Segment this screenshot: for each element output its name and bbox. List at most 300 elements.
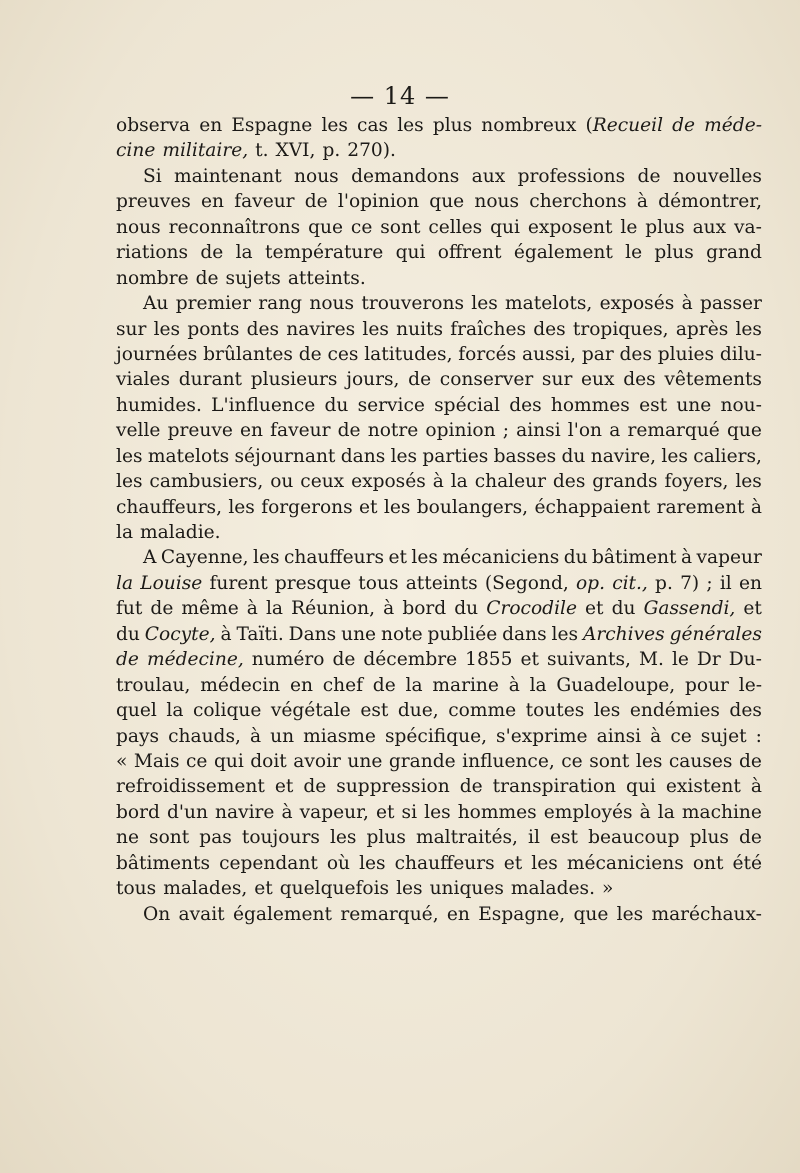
word: est (360, 700, 389, 722)
word: Archives (582, 623, 665, 645)
word: dans (502, 623, 547, 645)
word: caliers, (693, 445, 762, 467)
word: que (308, 216, 343, 238)
word: Espagne, (478, 903, 566, 925)
word: tous (358, 572, 399, 594)
word: malades. (510, 878, 595, 900)
word: Dans (288, 623, 337, 645)
word: l'opinion (337, 191, 420, 213)
word: exposés (599, 293, 675, 315)
word: cit., (612, 572, 648, 594)
word: maréchaux- (651, 903, 762, 925)
word: les (397, 115, 424, 136)
word: XVI, (275, 140, 316, 162)
word: à (508, 674, 520, 696)
word: bâtiment (592, 547, 677, 569)
word: à (246, 598, 258, 620)
word: vapeur, (299, 801, 369, 823)
word: » (602, 878, 614, 900)
word: ce (670, 725, 692, 747)
word: s'exprime (496, 725, 588, 747)
text-line (116, 240, 762, 265)
word: pas (199, 827, 232, 849)
word: (Segond, (484, 572, 569, 594)
word: à (636, 191, 648, 213)
word: note (380, 623, 423, 645)
word: va- (734, 216, 762, 238)
word: une (347, 750, 383, 772)
word: a (609, 420, 621, 442)
text-line (116, 393, 762, 418)
word: faveur (270, 420, 331, 442)
word: sont (589, 750, 630, 772)
word: nombreux (481, 115, 577, 136)
word: des (552, 471, 586, 493)
word: les (116, 471, 143, 493)
word: qui (626, 776, 656, 798)
word: toutes (525, 700, 585, 722)
word: forgerons (261, 496, 353, 518)
word: 270). (347, 140, 396, 162)
word: à (681, 293, 693, 315)
word: de (739, 827, 762, 849)
text-line (116, 495, 762, 520)
word: du (561, 445, 586, 467)
word: chef (322, 674, 363, 696)
text-line (116, 545, 762, 570)
word: et (585, 598, 604, 620)
word: aux (692, 216, 727, 238)
word: qui (490, 216, 520, 238)
word: influence, (462, 750, 555, 772)
word: preuves (116, 191, 191, 213)
word: numéro (251, 649, 325, 671)
word: et (388, 547, 407, 569)
word: en (199, 115, 223, 136)
word: de (372, 674, 396, 696)
word: les (253, 547, 280, 569)
word: celles (428, 216, 483, 238)
word: 7) (680, 572, 700, 594)
body-text (116, 113, 762, 927)
word: où (326, 852, 351, 874)
word: bord (116, 801, 160, 823)
word: la (235, 242, 253, 264)
word: de (304, 191, 328, 213)
word: qui (395, 242, 426, 264)
word: troulau, (116, 674, 191, 696)
word: générales (669, 623, 762, 645)
word: militaire, (162, 140, 249, 162)
word: du (454, 598, 479, 620)
word: vêtements (664, 369, 762, 391)
text-line (116, 825, 762, 850)
word: un (270, 725, 295, 747)
word: de (200, 242, 224, 264)
word: à (650, 725, 662, 747)
word: remarqué, (340, 903, 439, 925)
word: (Recueil (585, 115, 664, 136)
word: velle (116, 420, 161, 442)
word: dans (340, 445, 386, 467)
word: les (321, 115, 348, 136)
word: sont (149, 827, 190, 849)
word: sur (541, 369, 573, 391)
word: que (573, 903, 609, 925)
word: en (738, 572, 762, 594)
word: mécaniciens (566, 852, 684, 874)
word: faveur (234, 191, 295, 213)
word: passer (699, 293, 762, 315)
word: et (274, 776, 294, 798)
word: en (240, 420, 263, 442)
word: chauds, (168, 725, 241, 747)
word: est (549, 827, 579, 849)
word: sujets (225, 267, 281, 289)
word: même (181, 598, 239, 620)
word: ; (706, 572, 713, 594)
word: mécaniciens (442, 547, 560, 569)
text-line (116, 113, 762, 138)
word: rang (258, 293, 303, 315)
word: trouverons (361, 293, 464, 315)
word: des (619, 343, 652, 365)
text-line (116, 902, 762, 927)
word: colique (192, 700, 262, 722)
word: transpiration (492, 776, 617, 798)
word: les (383, 496, 411, 518)
word: de (738, 750, 762, 772)
word: viales (116, 369, 171, 391)
word: miasme (303, 725, 376, 747)
word: en (289, 674, 313, 696)
word: que (429, 191, 465, 213)
word: publiée (427, 623, 498, 645)
word: Du- (728, 649, 762, 671)
word: plus (654, 242, 694, 264)
word: la (265, 598, 283, 620)
word: de (150, 598, 174, 620)
word: exposent (527, 216, 613, 238)
word: avait (178, 903, 225, 925)
word: observa (116, 115, 191, 136)
word: ainsi (596, 725, 642, 747)
word: des (729, 700, 762, 722)
word: beaucoup (588, 827, 680, 849)
word: L'influence (211, 394, 316, 416)
word: les (661, 445, 688, 467)
text-line (116, 851, 762, 876)
word: et (743, 598, 762, 620)
word: maladie. (140, 522, 221, 543)
word: M. (638, 649, 664, 671)
word: chauffeurs, (116, 496, 222, 518)
word: les (362, 318, 389, 340)
text-line (116, 291, 762, 316)
word: les (329, 827, 357, 849)
word: Mais (133, 750, 180, 772)
word: à (750, 496, 762, 518)
word: machine (681, 801, 762, 823)
word: les (616, 903, 644, 925)
word: p. (322, 140, 341, 162)
word: la (166, 700, 184, 722)
word: doit (250, 750, 287, 772)
word: nou- (720, 394, 762, 416)
word: comme (448, 700, 517, 722)
word: est (639, 394, 668, 416)
word: l'on (567, 420, 603, 442)
word: cherchons (529, 191, 627, 213)
word: marine (432, 674, 499, 696)
word: causes (668, 750, 733, 772)
word: ce (350, 216, 373, 238)
word: Si (143, 165, 162, 187)
word: de (303, 776, 327, 798)
word: matelots, (505, 293, 593, 315)
word: la (116, 522, 134, 543)
word: le (671, 649, 689, 671)
word: des (623, 369, 656, 391)
word: ceux (300, 471, 345, 493)
text-line (116, 800, 762, 825)
word: par (581, 343, 614, 365)
word: basses (493, 445, 557, 467)
word: les (593, 700, 621, 722)
text-line (116, 444, 762, 469)
word: cas (357, 115, 389, 136)
word: médecin (200, 674, 281, 696)
word: spécial (434, 394, 500, 416)
word: de (672, 115, 696, 136)
word: nous (474, 191, 520, 213)
word: atteints (405, 572, 478, 594)
word: preuve (167, 420, 233, 442)
word: les (424, 801, 451, 823)
word: de (337, 420, 361, 442)
word: Dr (696, 649, 721, 671)
word: à (432, 471, 444, 493)
word: la (405, 674, 423, 696)
word: il (528, 827, 540, 849)
word: une (676, 394, 712, 416)
word: à (249, 725, 262, 747)
word: des (246, 318, 280, 340)
word: p. (655, 572, 673, 594)
word: les (396, 878, 423, 900)
word: bord (402, 598, 447, 620)
word: dilu- (719, 343, 762, 365)
word: nous (309, 293, 355, 315)
word: exposés (351, 471, 426, 493)
word: la (529, 674, 547, 696)
word: que (726, 420, 762, 442)
word: Cocyte, (144, 623, 216, 645)
word: grands (592, 471, 658, 493)
word: et (359, 496, 378, 518)
word: d'un (166, 801, 208, 823)
word: échappaient (534, 496, 651, 518)
word: grand (706, 242, 762, 264)
word: Gassendi, (643, 598, 736, 620)
text-line (116, 317, 762, 342)
word: Espagne (231, 115, 313, 136)
word: ont (692, 852, 724, 874)
word: fraîches (450, 318, 526, 340)
word: sujet (700, 725, 747, 747)
word: à (383, 598, 395, 620)
word: de (195, 267, 219, 289)
word: quel (116, 700, 157, 722)
word: 1855 (465, 649, 513, 671)
word: été (732, 852, 762, 874)
word: avoir (293, 750, 341, 772)
word: A (143, 547, 157, 569)
word: aussi, (522, 343, 577, 365)
word: uniques (429, 878, 504, 900)
word: offrent (437, 242, 502, 264)
word: Réunion, (291, 598, 376, 620)
word: Taïti. (236, 623, 284, 645)
word: ou (270, 471, 294, 493)
text-line (116, 622, 762, 647)
word: ce (561, 750, 583, 772)
word: jours, (346, 369, 400, 391)
word: plus (689, 827, 729, 849)
word: nouvelles (672, 165, 762, 187)
word: suppression (336, 776, 450, 798)
word: de (637, 165, 661, 187)
text-line (116, 418, 762, 443)
word: existent (665, 776, 741, 798)
word: boulangers, (416, 496, 529, 518)
word: et (375, 801, 395, 823)
text-line (116, 189, 762, 214)
word: ponts (187, 318, 240, 340)
word: conserver (439, 369, 534, 391)
word: employés (543, 801, 633, 823)
word: et (520, 649, 539, 671)
word: les (228, 496, 255, 518)
text-line (116, 571, 762, 596)
text-line (116, 215, 762, 240)
word: hommes (550, 394, 630, 416)
word: op. (575, 572, 605, 594)
word: Louise (140, 572, 203, 594)
word: foyers, (664, 471, 729, 493)
word: de (116, 649, 139, 671)
word: furent (209, 572, 268, 594)
word: plus (366, 827, 406, 849)
word: ainsi (516, 420, 561, 442)
word: hommes (457, 801, 537, 823)
word: spécifique, (384, 725, 487, 747)
text-line (116, 724, 762, 749)
word: les (153, 318, 181, 340)
word: du (563, 547, 588, 569)
word: On (143, 903, 171, 925)
word: maltraités, (415, 827, 518, 849)
text-line (116, 469, 762, 494)
word: durant (178, 369, 243, 391)
word: qui (213, 750, 244, 772)
text-line (116, 367, 762, 392)
word: le (625, 242, 643, 264)
word: humides. (116, 394, 202, 416)
word: bâtiments (116, 852, 211, 874)
word: du (116, 623, 140, 645)
word: plus (432, 115, 473, 136)
word: de (408, 369, 432, 391)
word: t. (255, 140, 269, 162)
word: pays (116, 725, 160, 747)
word: refroidissement (116, 776, 265, 798)
word: Au (143, 293, 169, 315)
word: atteints. (287, 267, 366, 289)
word: forcés (458, 343, 517, 365)
word: sont (380, 216, 421, 238)
word: parties (422, 445, 489, 467)
word: chauffeurs (283, 547, 385, 569)
word: de (459, 776, 483, 798)
word: toujours (241, 827, 320, 849)
word: cine (116, 140, 156, 162)
word: Cayenne, (160, 547, 249, 569)
word: la (450, 471, 468, 493)
word: tropiques, (572, 318, 669, 340)
word: le- (738, 674, 762, 696)
word: brûlantes (203, 343, 293, 365)
word: grande (388, 750, 456, 772)
word: décembre (363, 649, 458, 671)
word: aux (471, 165, 506, 187)
word: après (675, 318, 729, 340)
word: vapeur (696, 547, 762, 569)
word: ces (327, 343, 359, 365)
word: service (357, 394, 425, 416)
text-line (116, 164, 762, 189)
word: les (635, 750, 663, 772)
word: remarqué (627, 420, 720, 442)
word: les (411, 547, 438, 569)
word: en (446, 903, 470, 925)
word: Crocodile (486, 598, 577, 620)
text-line (116, 749, 762, 774)
word: notre (367, 420, 419, 442)
word: il (719, 572, 732, 594)
word: eux (581, 369, 615, 391)
word: plusieurs (250, 369, 338, 391)
word: et (503, 852, 523, 874)
text-line (116, 138, 762, 163)
text-line (116, 774, 762, 799)
text-line (116, 596, 762, 621)
word: les (735, 318, 762, 340)
word: sur (116, 318, 147, 340)
word: maintenant (174, 165, 282, 187)
word: riations (116, 242, 189, 264)
word: rarement (656, 496, 745, 518)
word: « (116, 750, 128, 772)
word: nombre (116, 267, 189, 289)
word: à (639, 801, 651, 823)
word: méde- (704, 115, 762, 136)
word: végétale (270, 700, 351, 722)
word: les (359, 852, 386, 874)
word: demandons (351, 165, 460, 187)
word: la (657, 801, 675, 823)
word: Guadeloupe, (556, 674, 676, 696)
